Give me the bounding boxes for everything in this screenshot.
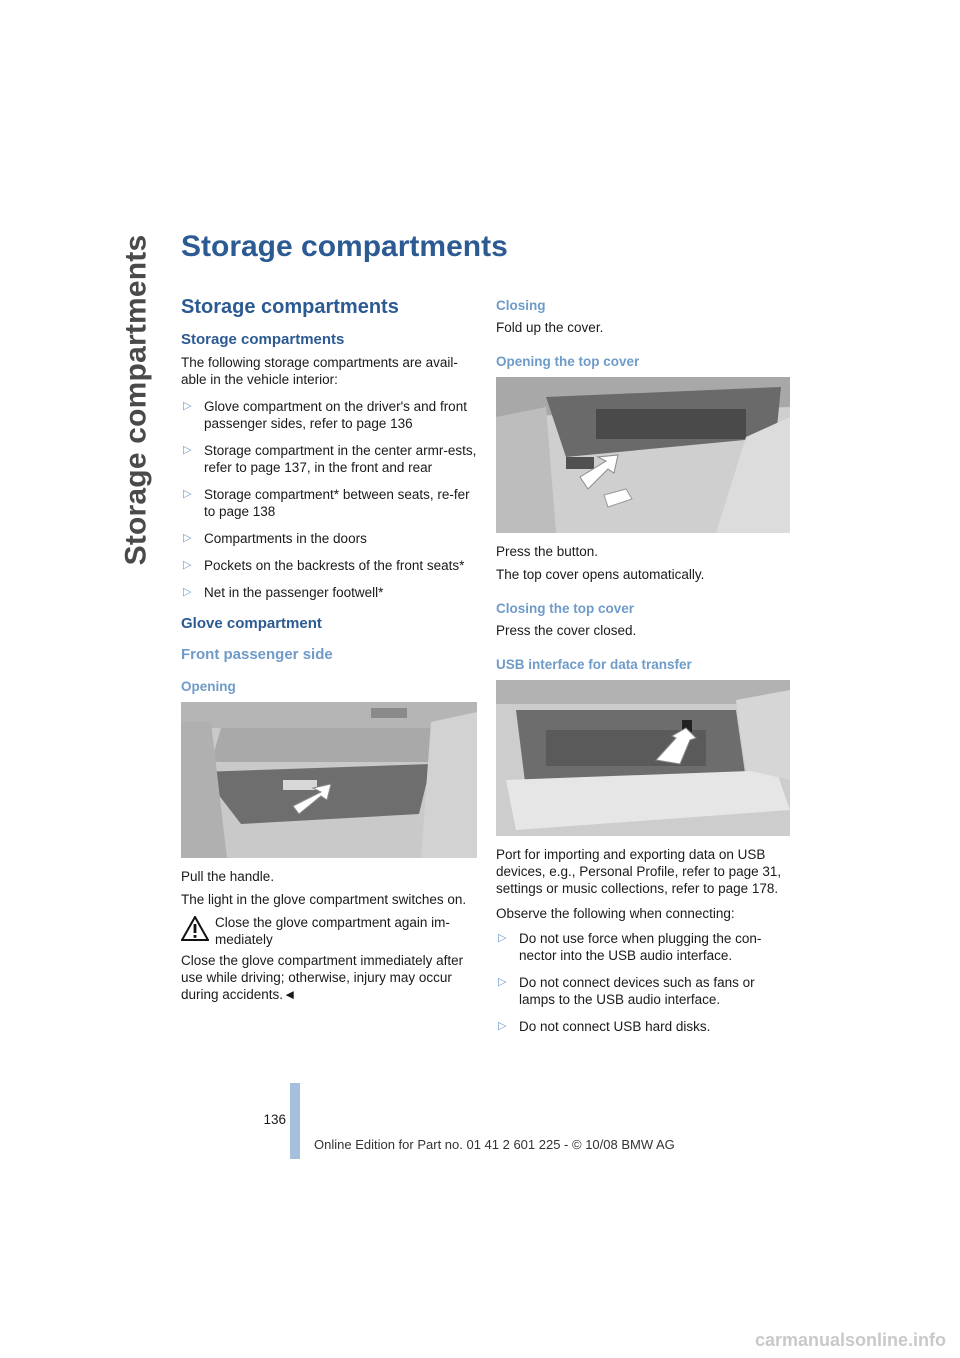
list-item: ▷ Storage compartment in the center armr-ests, refer to page 137, in the front and rear xyxy=(183,443,477,475)
triangle-bullet-icon: ▷ xyxy=(183,586,192,598)
top-cover-button-image xyxy=(496,377,790,533)
footer-edition-text: Online Edition for Part no. 01 41 2 601 225 - © 10/08 BMW AG xyxy=(314,1137,675,1152)
page-title: Storage compartments xyxy=(181,230,508,263)
watermark: carmanualsonline.info xyxy=(754,1330,946,1350)
list-item: ▷ Do not connect USB hard disks. xyxy=(498,1019,711,1034)
usb-interface-image xyxy=(496,680,790,836)
list-item: ▷ Net in the passenger footwell* xyxy=(183,585,384,600)
list-item: ▷ Pockets on the backrests of the front seats* xyxy=(183,558,465,573)
list-item: ▷ Storage compartment* between seats, re-fer to page 138 xyxy=(183,487,470,519)
light-text: The light in the glove compartment switches on. xyxy=(181,892,467,907)
list-item: ▷ Compartments in the doors xyxy=(183,531,367,546)
closing-heading: Closing xyxy=(496,298,546,313)
compartment-list xyxy=(181,398,477,601)
side-section-title: Storage compartments xyxy=(119,234,152,566)
triangle-bullet-icon: ▷ xyxy=(183,400,192,412)
warning-followup-text: Close the glove compartment immediately after use while driving; otherwise, injury may occur during accidents.◄ xyxy=(181,953,464,1002)
page-marker-bar xyxy=(290,1083,300,1159)
subsection-heading: Storage compartments xyxy=(181,331,345,348)
usb-interface-heading: USB interface for data transfer xyxy=(496,657,692,672)
front-passenger-heading: Front passenger side xyxy=(181,646,333,663)
page-number: 136 xyxy=(263,1112,286,1127)
list-item: ▷ Glove compartment on the driver's and front passenger sides, refer to page 136 xyxy=(183,399,467,431)
triangle-bullet-icon: ▷ xyxy=(498,976,507,988)
warning-text: Close the glove compartment again im-mediately xyxy=(215,915,450,947)
triangle-bullet-icon: ▷ xyxy=(183,444,192,456)
pull-handle-text: Pull the handle. xyxy=(181,869,275,884)
triangle-bullet-icon: ▷ xyxy=(498,932,507,944)
list-item: ▷ Do not use force when plugging the con-nector into the USB audio interface. xyxy=(498,931,762,963)
press-closed-text: Press the cover closed. xyxy=(496,623,637,638)
section-heading: Storage compartments xyxy=(181,296,399,318)
warning-note xyxy=(181,914,477,948)
closing-text: Fold up the cover. xyxy=(496,320,604,335)
triangle-bullet-icon: ▷ xyxy=(183,559,192,571)
left-column xyxy=(181,296,477,1009)
observe-text: Observe the following when connecting: xyxy=(496,906,735,921)
usb-description-text: Port for importing and exporting data on USB devices, e.g., Personal Profile, refer to page 31, settings or music collections, refer to page 178. xyxy=(496,847,782,896)
triangle-bullet-icon: ▷ xyxy=(183,532,192,544)
top-cover-heading: Opening the top cover xyxy=(496,354,640,369)
usb-precautions-list xyxy=(496,930,790,1035)
triangle-bullet-icon: ▷ xyxy=(183,488,192,500)
opening-heading: Opening xyxy=(181,679,236,694)
glove-compartment-handle-image xyxy=(181,702,477,858)
triangle-bullet-icon: ▷ xyxy=(498,1020,507,1032)
intro-paragraph: The following storage compartments are avail-able in the vehicle interior: xyxy=(181,355,458,387)
opens-automatically-text: The top cover opens automatically. xyxy=(496,567,705,582)
closing-top-cover-heading: Closing the top cover xyxy=(496,601,635,616)
press-button-text: Press the button. xyxy=(496,544,599,559)
right-column xyxy=(496,296,790,1045)
glove-compartment-heading: Glove compartment xyxy=(181,615,322,632)
list-item: ▷ Do not connect devices such as fans or lamps to the USB audio interface. xyxy=(498,975,755,1007)
warning-triangle-icon xyxy=(181,916,209,941)
